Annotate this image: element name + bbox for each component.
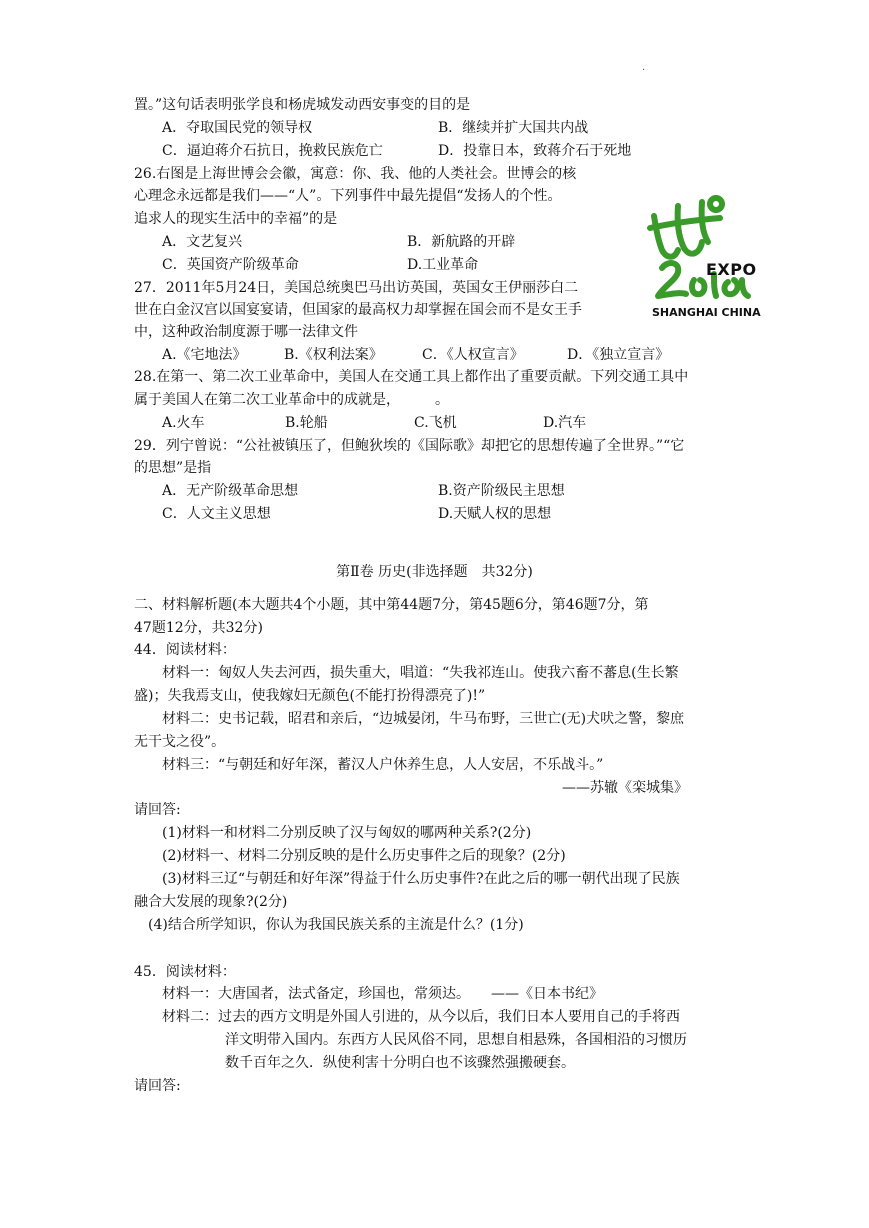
text-line: (4)结合所学知识，你认为我国民族关系的主流是什么？(1分) <box>148 917 524 933</box>
logo-city-text: SHANGHAI CHINA <box>652 306 761 319</box>
answer-option: B.《权利法案》 <box>284 347 383 363</box>
text-line: 材料一：匈奴人失去河西，损失重大，唱道：“失我祁连山。使我六畜不蕃息(生长繁 <box>162 665 679 681</box>
answer-option: C．英国资产阶级革命 <box>162 257 299 273</box>
logo-expo-text: EXPO <box>706 260 757 279</box>
expo-emblem-icon <box>644 188 774 324</box>
text-line: 追求人的现实生活中的幸福”的是 <box>134 211 338 227</box>
text-line: 世在白金汉宫以国宴宴请，但国家的最高权力却掌握在国会而不是女王手 <box>134 302 582 318</box>
text-line: 请回答: <box>134 1078 181 1094</box>
answer-option: B．新航路的开辟 <box>407 234 516 250</box>
answer-option: C．人文主义思想 <box>162 506 271 522</box>
text-line: 47题12分，共32分) <box>134 620 263 636</box>
answer-option: B.资产阶级民主思想 <box>438 483 565 499</box>
text-line: 数千百年之久．纵使利害十分明白也不该骤然强搬硬套。 <box>225 1055 575 1071</box>
section-title: 第Ⅱ卷 历史(非选择题 共32分) <box>336 564 533 580</box>
text-line: (2)材料一、材料二分别反映的是什么历史事件之后的现象？(2分) <box>162 848 566 864</box>
text-line: 中，这种政治制度源于哪一法律文件 <box>134 324 358 340</box>
text-line: 27．2011年5月24日，美国总统奥巴马出访英国，英国女王伊丽莎白二 <box>134 280 579 296</box>
answer-option: A．文艺复兴 <box>162 234 243 250</box>
text-line: 盛)；失我焉支山，使我嫁妇无颜色(不能打扮得漂亮了)!” <box>134 688 486 704</box>
text-line: 材料二：史书记载，昭君和亲后，“边城晏闭，牛马布野，三世亡(无)犬吠之警，黎庶 <box>162 711 685 727</box>
text-line: ——苏辙《栾城集》 <box>562 780 688 796</box>
top-mark: . <box>642 62 646 73</box>
text-line: 材料二：过去的西方文明是外国人引进的，从今以后，我们日本人要用自己的手将西 <box>162 1009 680 1025</box>
answer-option: A．无产阶级革命思想 <box>162 483 299 499</box>
text-line: 材料三：“与朝廷和好年深，蓄汉人户休养生息，人人安居，不乐战斗。” <box>162 757 604 773</box>
answer-option: C．《人权宣言》 <box>422 347 524 363</box>
answer-option: D.天赋人权的思想 <box>438 506 552 522</box>
answer-option: C.飞机 <box>414 415 457 431</box>
text-line: 无干戈之役”。 <box>134 734 226 750</box>
text-line: (3)材料三辽“与朝廷和好年深”得益于什么历史事件?在此之后的哪一朝代出现了民族 <box>162 871 680 887</box>
text-line: 28.在第一、第二次工业革命中，美国人在交通工具上都作出了重要贡献。下列交通工具中 <box>134 369 689 385</box>
answer-option: C．逼迫蒋介石抗日，挽救民族危亡 <box>162 143 383 159</box>
answer-option: A.《宅地法》 <box>162 347 247 363</box>
text-line: 45．阅读材料： <box>134 964 236 980</box>
text-line: 融合大发展的现象?(2分) <box>134 894 288 910</box>
text-line: 属于美国人在第二次工业革命中的成就是， 。 <box>134 392 449 408</box>
answer-option: A.火车 <box>162 415 205 431</box>
text-line: 二、材料解析题(本大题共4个小题，其中第44题7分，第45题6分，第46题7分，第 <box>134 597 649 613</box>
text-line: 置。”这句话表明张学良和杨虎城发动西安事变的目的是 <box>134 97 471 113</box>
answer-option: D.汽车 <box>543 415 587 431</box>
text-line: 29．列宁曾说：“公社被镇压了，但鲍狄埃的《国际歌》却把它的思想传遍了全世界。”“它 <box>134 438 685 454</box>
text-line: 的思想”是指 <box>134 460 212 476</box>
answer-option: D．《独立宣言》 <box>567 347 670 363</box>
text-line: 洋文明带入国内。东西方人民风俗不同，思想自相悬殊，各国相沿的习惯历 <box>225 1032 687 1048</box>
answer-option: B.轮船 <box>285 415 328 431</box>
text-line: 材料一：大唐国者，法式备定，珍国也，常须达。 ——《日本书纪》 <box>162 986 603 1002</box>
answer-option: B．继续并扩大国共内战 <box>438 120 589 136</box>
text-line: 心理念永远都是我们——“人”。下列事件中最先提倡“发扬人的个性。 <box>134 188 562 204</box>
answer-option: D.工业革命 <box>407 257 479 273</box>
text-line: 44．阅读材料： <box>134 642 236 658</box>
answer-option: A．夺取国民党的领导权 <box>162 120 313 136</box>
text-line: 26.右图是上海世博会会徽，寓意：你、我、他的人类社会。世博会的核 <box>134 166 577 182</box>
answer-option: D．投靠日本，致蒋介石于死地 <box>438 143 632 159</box>
text-line: (1)材料一和材料二分别反映了汉与匈奴的哪两种关系?(2分) <box>162 825 532 841</box>
text-line: 请回答: <box>134 802 181 818</box>
expo-logo <box>644 188 774 324</box>
